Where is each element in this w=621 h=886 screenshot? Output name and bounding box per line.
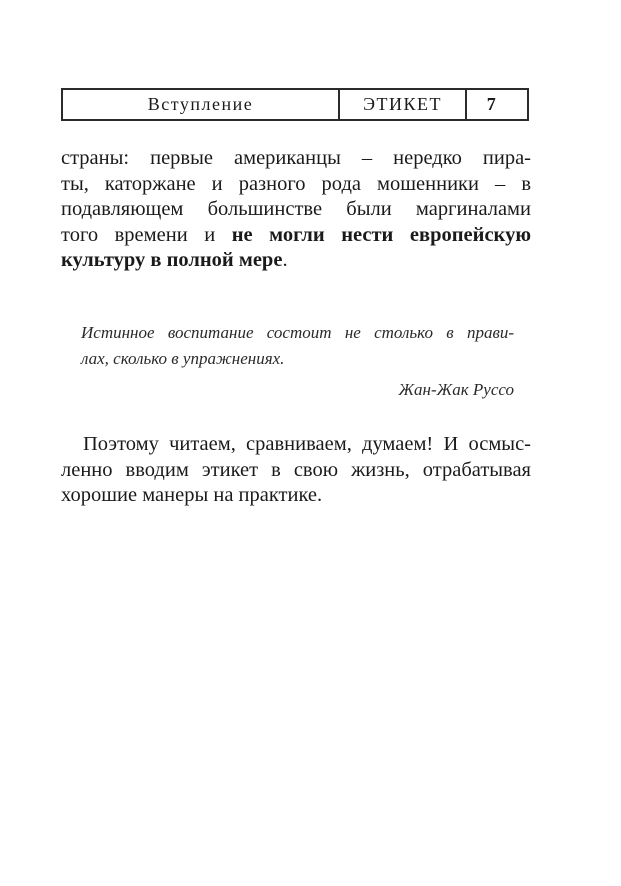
paragraph-line: Поэтому читаем, сравниваем, думаем! И осмыс- (83, 433, 531, 455)
paragraph-line (61, 223, 531, 249)
body-paragraph-1 (61, 146, 531, 274)
header-section-title: Вступление (63, 90, 340, 119)
plain-text: . (282, 249, 288, 271)
bold-emphasis: культуру в полной мере (61, 249, 283, 271)
paragraph-line (61, 248, 531, 274)
paragraph-line: подавляющем большинстве были маргиналами (61, 198, 531, 220)
paragraph-line: ленно вводим этикет в свою жизнь, отрабатывая (61, 458, 531, 481)
quote-line: лах, сколько в упражнениях. (81, 349, 285, 368)
body-paragraph-2 (61, 432, 531, 509)
paragraph-line: хорошие манеры на практике. (61, 484, 323, 506)
quote-line: Истинное воспитание состоит не столько в прави- (81, 323, 514, 342)
plain-text: того времени и (61, 223, 232, 246)
running-header (61, 88, 529, 121)
bold-emphasis: не могли нести европейскую (231, 223, 531, 246)
paragraph-line: ты, каторжане и разного рода мошенники – в (61, 172, 531, 195)
epigraph-quote (81, 320, 514, 372)
header-book-title: ЭТИКЕТ (340, 90, 467, 119)
quote-author: Жан-Жак Руссо (398, 380, 514, 399)
paragraph-line: страны: первые американцы – нередко пира- (61, 147, 531, 169)
page-number: 7 (486, 94, 498, 114)
